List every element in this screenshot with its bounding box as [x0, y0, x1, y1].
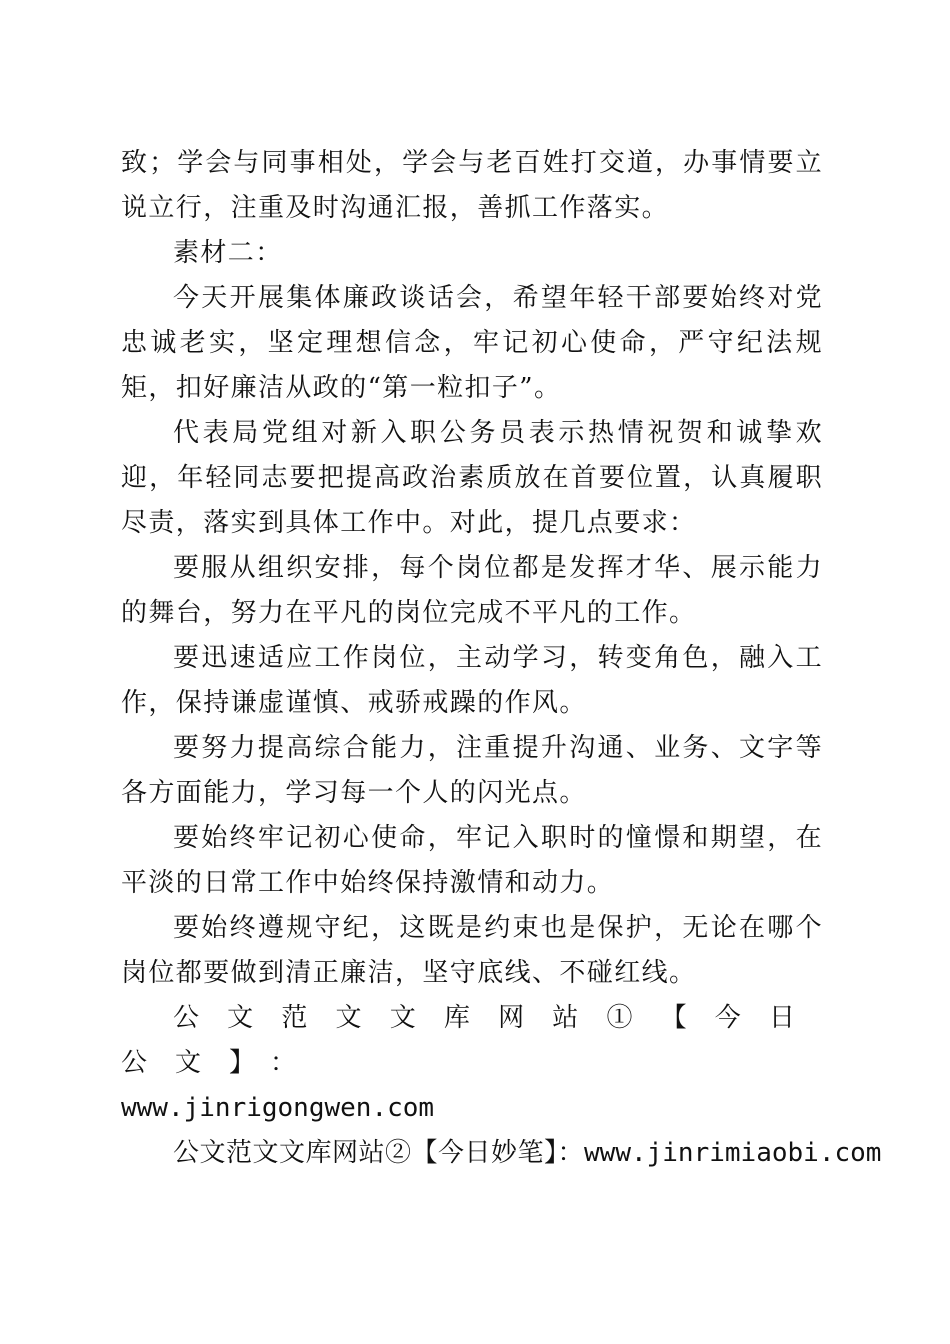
paragraph: 要始终遵规守纪，这既是约束也是保护，无论在哪个岗位都要做到清正廉洁，坚守底线、不碰红线。: [121, 913, 823, 988]
website-link-2: [121, 1131, 882, 1176]
paragraph: 要服从组织安排，每个岗位都是发挥才华、展示能力的舞台，努力在平凡的岗位完成不平凡的工作。: [121, 553, 823, 628]
paragraph: 今天开展集体廉政谈话会，希望年轻干部要始终对党忠诚老实，坚定理想信念，牢记初心使命，严守纪法规矩，扣好廉洁从政的“第一粒扣子”。: [121, 283, 823, 403]
website-link-1-url[interactable]: www.jinrigongwen.com: [121, 1093, 435, 1123]
paragraph: 要努力提高综合能力，注重提升沟通、业务、文字等各方面能力，学习每一个人的闪光点。: [121, 733, 823, 808]
section-heading-material-two: 素材二：: [173, 238, 283, 268]
paragraph: 要迅速适应工作岗位，主动学习，转变角色，融入工作，保持谦虚谨慎、戒骄戒躁的作风。: [121, 643, 823, 718]
paragraph: 代表局党组对新入职公务员表示热情祝贺和诚挚欢迎，年轻同志要把提高政治素质放在首要位置，认真履职尽责，落实到具体工作中。对此，提几点要求：: [121, 418, 823, 538]
website-link-1: [121, 996, 823, 1131]
paragraph: 要始终牢记初心使命，牢记入职时的憧憬和期望，在平淡的日常工作中始终保持激情和动力。: [121, 823, 823, 898]
document-body: [121, 141, 882, 1176]
website-link-2-url[interactable]: www.jinrimiaobi.com: [584, 1138, 882, 1168]
paragraph-continuation: 致；学会与同事相处，学会与老百姓打交道，办事情要立说立行，注重及时沟通汇报，善抓工作落实。: [121, 148, 823, 223]
website-link-1-label: 公文范文文库网站①【今日公文】：: [121, 1003, 823, 1078]
website-link-2-label: 公文范文文库网站②【今日妙笔】：: [173, 1138, 585, 1168]
